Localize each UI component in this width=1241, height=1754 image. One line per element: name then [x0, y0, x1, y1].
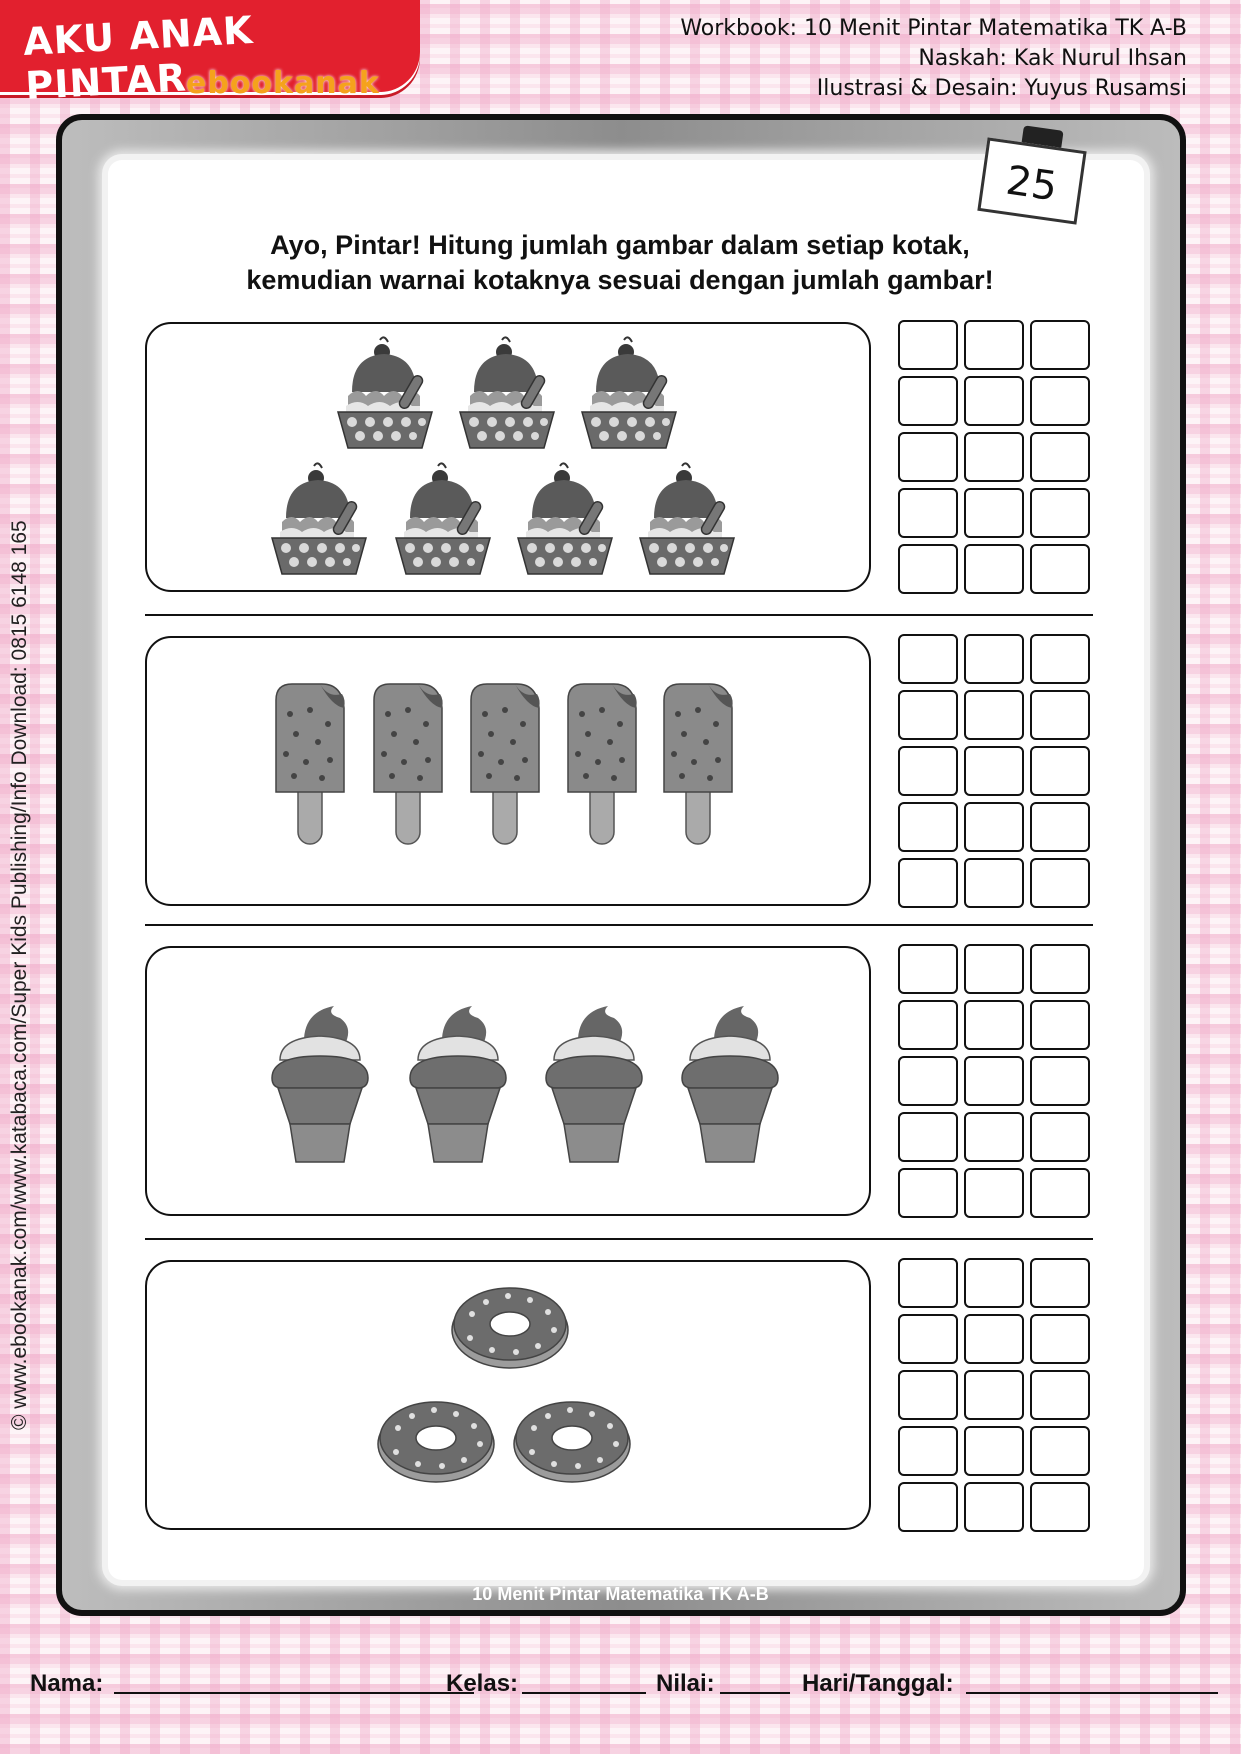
ice-cream-cone-icon [266, 988, 376, 1168]
grid-cell[interactable] [964, 690, 1024, 740]
grid-cell[interactable] [1030, 858, 1090, 908]
grid-cell[interactable] [898, 1426, 958, 1476]
color-grid-row-1[interactable] [898, 320, 1094, 596]
kelas-field[interactable] [522, 1692, 646, 1694]
grid-cell[interactable] [898, 690, 958, 740]
grid-cell[interactable] [898, 1112, 958, 1162]
grid-cell[interactable] [898, 1314, 958, 1364]
ice-cream-cone-icon [540, 988, 650, 1168]
ice-cream-cup-icon [574, 334, 684, 454]
nilai-field[interactable] [720, 1692, 790, 1694]
popsicle-icon [270, 680, 350, 850]
grid-cell[interactable] [964, 858, 1024, 908]
grid-cell[interactable] [964, 944, 1024, 994]
grid-cell[interactable] [898, 1370, 958, 1420]
grid-cell[interactable] [964, 376, 1024, 426]
ice-cream-cup-icon [330, 334, 440, 454]
grid-cell[interactable] [964, 432, 1024, 482]
grid-cell[interactable] [964, 1426, 1024, 1476]
instruction-line-1: Ayo, Pintar! Hitung jumlah gambar dalam setiap kotak, [270, 230, 970, 260]
nilai-label: Nilai: [656, 1670, 715, 1697]
grid-cell[interactable] [898, 544, 958, 594]
grid-cell[interactable] [1030, 1258, 1090, 1308]
popsicle-icon [658, 680, 738, 850]
donut-icon [450, 1280, 570, 1370]
logo-title: AKU ANAK PINTAR [22, 7, 255, 108]
grid-cell[interactable] [1030, 320, 1090, 370]
grid-cell[interactable] [1030, 544, 1090, 594]
credits [680, 14, 1187, 104]
grid-cell[interactable] [964, 802, 1024, 852]
grid-cell[interactable] [898, 634, 958, 684]
grid-cell[interactable] [964, 320, 1024, 370]
grid-cell[interactable] [898, 432, 958, 482]
grid-cell[interactable] [898, 802, 958, 852]
hari-tanggal-label: Hari/Tanggal: [802, 1670, 954, 1697]
grid-cell[interactable] [1030, 1370, 1090, 1420]
grid-cell[interactable] [898, 746, 958, 796]
grid-cell[interactable] [898, 944, 958, 994]
grid-cell[interactable] [964, 1314, 1024, 1364]
grid-cell[interactable] [898, 1482, 958, 1532]
grid-cell[interactable] [898, 1056, 958, 1106]
logo-banner [0, 0, 420, 108]
grid-cell[interactable] [1030, 1112, 1090, 1162]
grid-cell[interactable] [964, 544, 1024, 594]
footer-title: 10 Menit Pintar Matematika TK A-B [472, 1584, 769, 1604]
grid-cell[interactable] [964, 634, 1024, 684]
grid-cell[interactable] [1030, 1426, 1090, 1476]
grid-cell[interactable] [898, 1168, 958, 1218]
donut-icon [512, 1394, 632, 1484]
credit-ilustrasi: Ilustrasi & Desain: Yuyus Rusamsi [816, 76, 1187, 101]
grid-cell[interactable] [1030, 1482, 1090, 1532]
grid-cell[interactable] [1030, 634, 1090, 684]
donut-icon [376, 1394, 496, 1484]
row-divider [145, 614, 1093, 616]
grid-cell[interactable] [1030, 488, 1090, 538]
nama-field[interactable] [114, 1692, 474, 1694]
grid-cell[interactable] [1030, 1314, 1090, 1364]
row-divider [145, 924, 1093, 926]
grid-cell[interactable] [898, 1258, 958, 1308]
grid-cell[interactable] [1030, 1056, 1090, 1106]
grid-cell[interactable] [1030, 746, 1090, 796]
ice-cream-cone-icon [404, 988, 514, 1168]
popsicle-icon [368, 680, 448, 850]
grid-cell[interactable] [1030, 432, 1090, 482]
credit-workbook: Workbook: 10 Menit Pintar Matematika TK A-B [680, 16, 1187, 41]
ice-cream-cup-icon [388, 460, 498, 580]
nama-label: Nama: [30, 1670, 104, 1697]
kelas-label: Kelas: [446, 1670, 519, 1697]
grid-cell[interactable] [1030, 690, 1090, 740]
grid-cell[interactable] [898, 320, 958, 370]
copyright-side-text: © www.ebookanak.com/www.katabaca.com/Super Kids Publishing/Info Download: 0815 6148 165 [8, 520, 31, 1430]
grid-cell[interactable] [898, 858, 958, 908]
row-divider [145, 1238, 1093, 1240]
logo-subtitle: ebookanak [186, 66, 380, 101]
page-number: 25 [977, 137, 1086, 224]
grid-cell[interactable] [898, 1000, 958, 1050]
grid-cell[interactable] [1030, 1168, 1090, 1218]
grid-cell[interactable] [1030, 376, 1090, 426]
ice-cream-cup-icon [452, 334, 562, 454]
credit-naskah: Naskah: Kak Nurul Ihsan [918, 46, 1187, 71]
ice-cream-cup-icon [632, 460, 742, 580]
popsicle-icon [465, 680, 545, 850]
grid-cell[interactable] [964, 1112, 1024, 1162]
grid-cell[interactable] [964, 1370, 1024, 1420]
ice-cream-cup-icon [264, 460, 374, 580]
grid-cell[interactable] [898, 488, 958, 538]
ice-cream-cup-icon [510, 460, 620, 580]
grid-cell[interactable] [898, 376, 958, 426]
color-grid-row-2[interactable] [898, 634, 1094, 910]
grid-cell[interactable] [1030, 1000, 1090, 1050]
grid-cell[interactable] [964, 488, 1024, 538]
instruction [140, 228, 1100, 298]
grid-cell[interactable] [964, 1000, 1024, 1050]
student-form [30, 1662, 1220, 1702]
grid-cell[interactable] [1030, 802, 1090, 852]
grid-cell[interactable] [1030, 944, 1090, 994]
color-grid-row-3[interactable] [898, 944, 1094, 1220]
grid-cell[interactable] [964, 1482, 1024, 1532]
ice-cream-cone-icon [676, 988, 786, 1168]
grid-cell[interactable] [964, 746, 1024, 796]
popsicle-icon [562, 680, 642, 850]
color-grid-row-4[interactable] [898, 1258, 1094, 1534]
grid-cell[interactable] [964, 1168, 1024, 1218]
hari-tanggal-field[interactable] [966, 1692, 1218, 1694]
grid-cell[interactable] [964, 1056, 1024, 1106]
grid-cell[interactable] [964, 1258, 1024, 1308]
instruction-line-2: kemudian warnai kotaknya sesuai dengan jumlah gambar! [246, 265, 994, 295]
